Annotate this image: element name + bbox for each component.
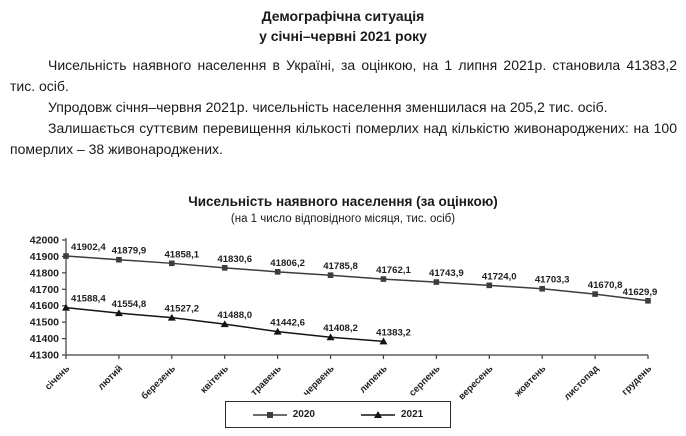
svg-text:травень: травень — [248, 363, 284, 399]
svg-text:41383,2: 41383,2 — [376, 327, 411, 339]
svg-text:жовтень: жовтень — [512, 363, 549, 400]
svg-text:вересень: вересень — [456, 363, 496, 403]
chart-legend — [225, 401, 451, 428]
svg-text:грудень: грудень — [619, 363, 655, 398]
svg-text:41900: 41900 — [29, 250, 59, 263]
paragraph-population-decrease: Упродовж січня–червня 2021р. чисельність населення зменшилася на 205,2 тис. осіб. — [48, 99, 608, 115]
svg-text:41670,8: 41670,8 — [587, 280, 623, 292]
svg-text:41785,8: 41785,8 — [323, 261, 358, 273]
legend-item-2020 — [253, 409, 315, 420]
body-text — [10, 55, 677, 160]
svg-text:квітень: квітень — [198, 363, 231, 396]
svg-text:41600: 41600 — [29, 300, 59, 313]
document-title-line1: Демографічна ситуація — [261, 8, 425, 24]
paragraph-population-total: Чисельність наявного населення в Україні, за оцінкою, на 1 липня 2021р. становила 41383,2 тис. осіб. — [10, 57, 677, 94]
line-triangle-marker-icon — [361, 410, 395, 420]
line-square-marker-icon — [253, 410, 287, 420]
svg-text:41400: 41400 — [29, 333, 59, 346]
svg-text:41554,8: 41554,8 — [111, 299, 147, 311]
svg-text:січень: січень — [42, 363, 73, 393]
svg-text:41408,2: 41408,2 — [323, 323, 358, 335]
svg-text:41500: 41500 — [29, 316, 59, 329]
svg-text:41762,1: 41762,1 — [376, 265, 411, 277]
legend-label-2020: 2020 — [292, 409, 315, 420]
svg-text:листопад: листопад — [561, 363, 602, 403]
svg-text:41858,1: 41858,1 — [164, 249, 200, 261]
svg-text:41588,4: 41588,4 — [71, 293, 106, 305]
svg-text:41488,0: 41488,0 — [217, 310, 253, 322]
svg-text:41300: 41300 — [29, 349, 59, 362]
svg-text:41703,3: 41703,3 — [534, 274, 570, 286]
svg-text:41902,4: 41902,4 — [71, 242, 106, 254]
svg-text:41700: 41700 — [29, 283, 59, 296]
svg-text:41830,6: 41830,6 — [217, 253, 253, 265]
svg-text:лютий: лютий — [95, 363, 126, 393]
svg-text:41743,9: 41743,9 — [429, 268, 464, 280]
chart-subtitle: (на 1 число відповідного місяця, тис. осіб) — [230, 213, 456, 225]
svg-text:41879,9: 41879,9 — [111, 245, 147, 257]
svg-text:червень: червень — [301, 363, 337, 399]
svg-text:42000: 42000 — [29, 234, 59, 247]
svg-text:41724,0: 41724,0 — [481, 271, 517, 283]
chart-title: Чисельність наявного населення (за оцінкою) — [188, 194, 498, 209]
paragraph-mortality-ratio: Залишається суттєвим перевищення кількості померлих над кількістю живонароджених: на 100 померлих – 38 живонароджених. — [10, 120, 677, 157]
document-title-line2: у січні–червні 2021 року — [259, 28, 427, 44]
document-title — [0, 6, 686, 46]
svg-text:41629,9: 41629,9 — [622, 286, 658, 298]
svg-text:41442,6: 41442,6 — [270, 317, 305, 329]
svg-text:41527,2: 41527,2 — [164, 303, 200, 315]
svg-text:41800: 41800 — [29, 267, 59, 280]
svg-text:липень: липень — [357, 363, 390, 396]
svg-text:41806,2: 41806,2 — [270, 257, 305, 269]
svg-text:березень: березень — [139, 363, 178, 403]
legend-item-2021 — [361, 409, 423, 420]
svg-text:серпень: серпень — [407, 363, 443, 399]
legend-label-2021: 2021 — [401, 409, 424, 420]
